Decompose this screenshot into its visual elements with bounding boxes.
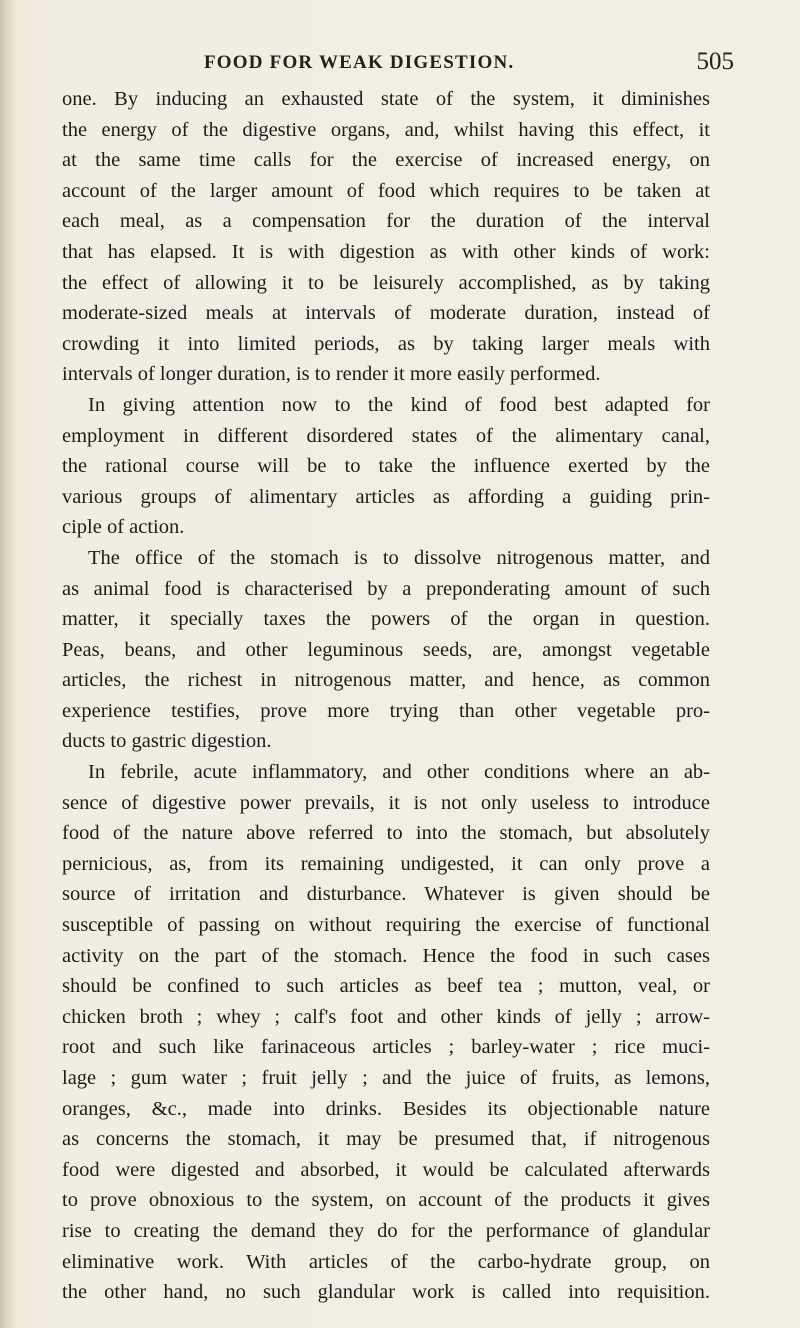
text-line: eliminative work. With articles of the carbo-hydrate group, on (62, 1250, 710, 1273)
paragraph-first-line: The office of the stomach is to dissolve nitrogenous matter, and (88, 546, 710, 569)
text-line: the energy of the digestive organs, and, whilst having this effect, it (62, 118, 710, 141)
page-header (52, 46, 752, 86)
text-line: each meal, as a compensation for the duration of the interval (62, 210, 710, 233)
paragraph-first-line: In giving attention now to the kind of food best adapted for (88, 393, 710, 416)
text-line: sence of digestive power prevails, it is not only useless to introduce (62, 791, 710, 814)
text-line: root and such like farinaceous articles ; barley-water ; rice muci- (62, 1036, 710, 1059)
text-line: as concerns the stomach, it may be presumed that, if nitrogenous (62, 1128, 710, 1151)
text-line: should be confined to such articles as beef tea ; mutton, veal, or (62, 975, 710, 998)
text-line: susceptible of passing on without requiring the exercise of functional (62, 914, 710, 937)
text-line: intervals of longer duration, is to render it more easily performed. (62, 363, 601, 386)
text-line: Peas, beans, and other leguminous seeds, are, amongst vegetable (62, 638, 710, 661)
text-line: at the same time calls for the exercise of increased energy, on (62, 149, 710, 172)
text-line: various groups of alimentary articles as affording a guiding prin- (62, 485, 710, 508)
binding-gutter (0, 0, 16, 1328)
text-line: crowding it into limited periods, as by taking larger meals with (62, 332, 710, 355)
running-title: FOOD FOR WEAK DIGESTION. (204, 52, 515, 73)
text-line: moderate-sized meals at intervals of moderate duration, instead of (62, 302, 710, 325)
text-line: pernicious, as, from its remaining undigested, it can only prove a (62, 852, 710, 875)
text-line: ciple of action. (62, 516, 185, 539)
page-number: 505 (696, 48, 734, 75)
text-line: experience testifies, prove more trying than other vegetable pro- (62, 699, 710, 722)
text-line: the rational course will be to take the influence exerted by the (62, 455, 710, 478)
text-line: source of irritation and disturbance. Whatever is given should be (62, 883, 710, 906)
text-line: lage ; gum water ; fruit jelly ; and the juice of fruits, as lemons, (62, 1067, 710, 1089)
text-line: chicken broth ; whey ; calf's foot and other kinds of jelly ; arrow- (62, 1005, 710, 1028)
text-line: ducts to gastric digestion. (62, 730, 272, 753)
text-line: food were digested and absorbed, it would be calculated afterwards (62, 1158, 710, 1181)
text-line: the other hand, no such glandular work is called into requisition. (62, 1281, 710, 1304)
body-text (62, 84, 710, 1308)
text-line: to prove obnoxious to the system, on account of the products it gives (62, 1189, 710, 1212)
text-line: articles, the richest in nitrogenous matter, and hence, as common (62, 669, 710, 692)
text-line: activity on the part of the stomach. Hence the food in such cases (62, 944, 710, 967)
text-line: one. By inducing an exhausted state of the system, it diminishes (62, 88, 710, 110)
text-line: the effect of allowing it to be leisurely accomplished, as by taking (62, 271, 710, 294)
text-line: matter, it specially taxes the powers of the organ in question. (62, 608, 710, 631)
text-line: food of the nature above referred to into the stomach, but absolutely (62, 822, 710, 845)
text-line: rise to creating the demand they do for the performance of glandular (62, 1219, 710, 1242)
text-line: account of the larger amount of food which requires to be taken at (62, 179, 710, 202)
text-line: employment in different disordered states of the alimentary canal, (62, 424, 710, 447)
paragraph-first-line: In febrile, acute inflammatory, and other conditions where an ab- (88, 761, 710, 784)
text-line: oranges, &c., made into drinks. Besides its objectionable nature (62, 1097, 710, 1120)
text-line: as animal food is characterised by a preponderating amount of such (62, 577, 710, 600)
text-line: that has elapsed. It is with digestion as with other kinds of work: (62, 240, 710, 263)
